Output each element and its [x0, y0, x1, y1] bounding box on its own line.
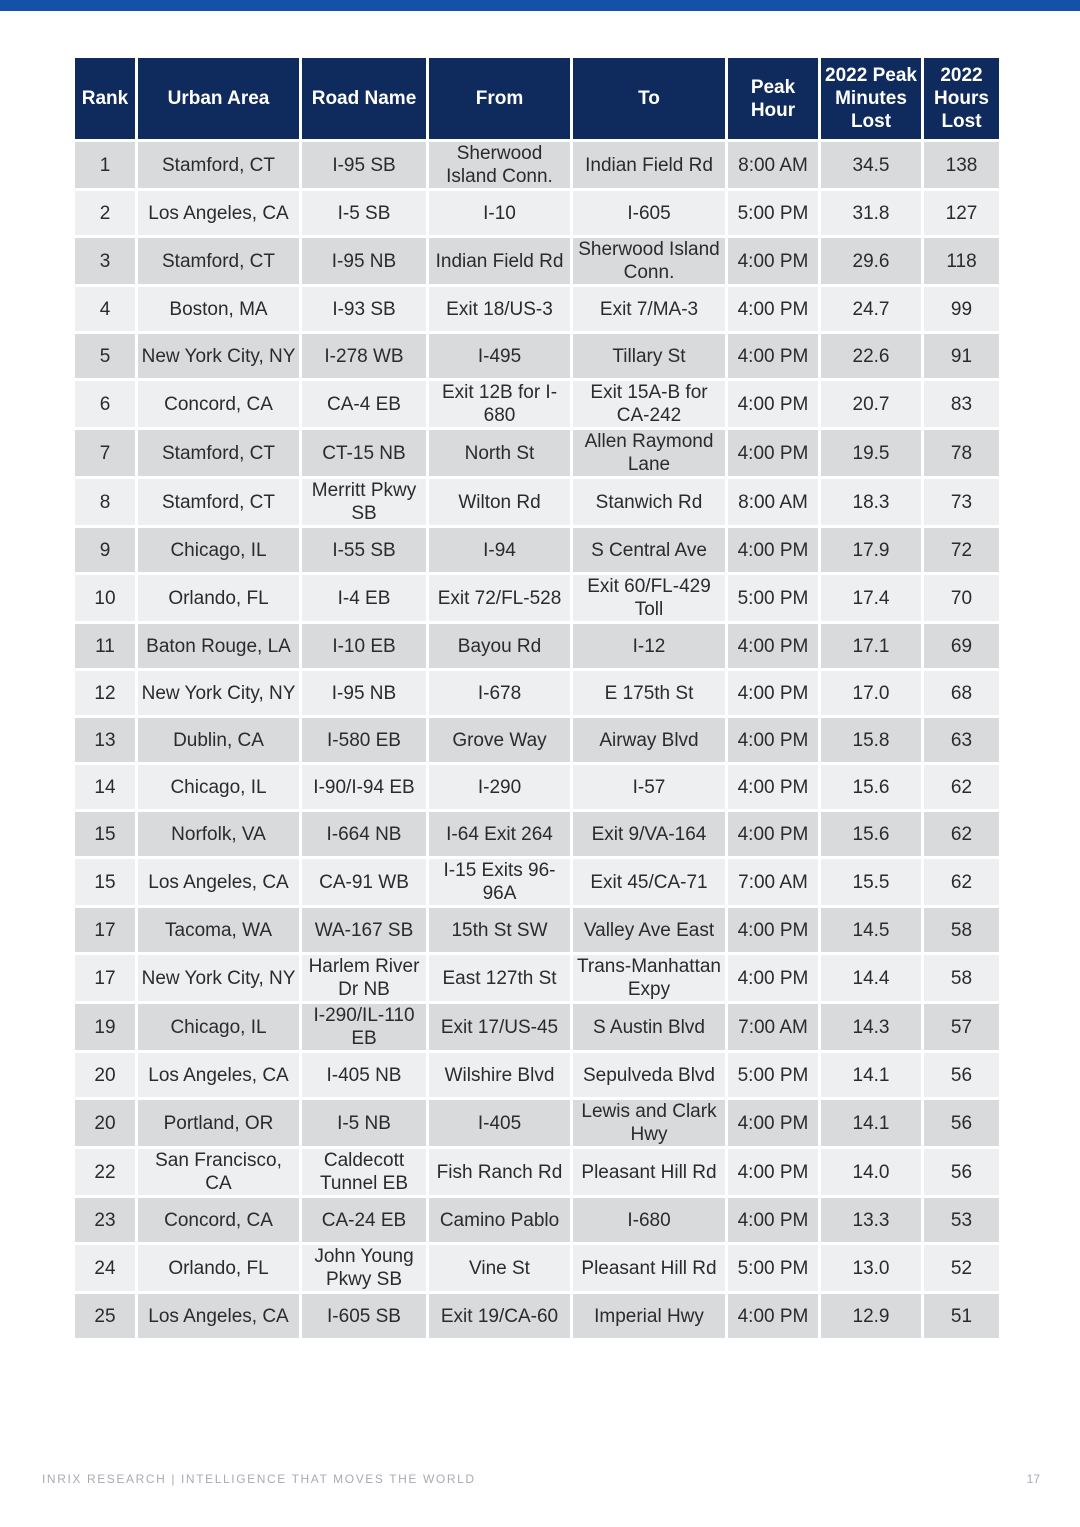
- peak-hour-cell: 5:00 PM: [727, 1052, 820, 1099]
- table-row: [74, 764, 1001, 811]
- road-name-cell: John Young Pkwy SB: [301, 1244, 428, 1293]
- hours-lost-cell: 118: [923, 237, 1001, 286]
- road-name-cell: CA-4 EB: [301, 380, 428, 429]
- hours-lost-cell: 56: [923, 1099, 1001, 1148]
- peak-minutes-cell: 17.1: [820, 623, 923, 670]
- road-name-cell: Harlem River Dr NB: [301, 954, 428, 1003]
- to-cell: Exit 15A-B for CA-242: [572, 380, 727, 429]
- to-cell: I-12: [572, 623, 727, 670]
- peak-hour-cell: 8:00 AM: [727, 478, 820, 527]
- urban-area-cell: Stamford, CT: [137, 141, 301, 190]
- peak-minutes-cell: 20.7: [820, 380, 923, 429]
- rank-cell: 9: [74, 527, 137, 574]
- from-cell: Vine St: [428, 1244, 572, 1293]
- table-row: [74, 811, 1001, 858]
- to-cell: Allen Raymond Lane: [572, 429, 727, 478]
- rank-cell: 1: [74, 141, 137, 190]
- hours-lost-cell: 58: [923, 907, 1001, 954]
- to-cell: Indian Field Rd: [572, 141, 727, 190]
- to-cell: Exit 45/CA-71: [572, 858, 727, 907]
- rank-cell: 4: [74, 286, 137, 333]
- from-cell: Sherwood Island Conn.: [428, 141, 572, 190]
- header-hours-lost: 2022 Hours Lost: [923, 58, 1001, 141]
- urban-area-cell: Stamford, CT: [137, 429, 301, 478]
- hours-lost-cell: 68: [923, 670, 1001, 717]
- road-name-cell: I-95 NB: [301, 237, 428, 286]
- table-row: [74, 858, 1001, 907]
- from-cell: I-10: [428, 190, 572, 237]
- from-cell: Wilshire Blvd: [428, 1052, 572, 1099]
- peak-hour-cell: 7:00 AM: [727, 858, 820, 907]
- to-cell: Pleasant Hill Rd: [572, 1244, 727, 1293]
- urban-area-cell: Concord, CA: [137, 1197, 301, 1244]
- peak-minutes-cell: 15.6: [820, 764, 923, 811]
- urban-area-cell: Chicago, IL: [137, 764, 301, 811]
- rank-cell: 15: [74, 811, 137, 858]
- peak-minutes-cell: 31.8: [820, 190, 923, 237]
- road-name-cell: I-95 NB: [301, 670, 428, 717]
- peak-minutes-cell: 17.0: [820, 670, 923, 717]
- from-cell: Exit 72/FL-528: [428, 574, 572, 623]
- table-row: [74, 954, 1001, 1003]
- to-cell: Sherwood Island Conn.: [572, 237, 727, 286]
- rank-cell: 10: [74, 574, 137, 623]
- urban-area-cell: Orlando, FL: [137, 574, 301, 623]
- to-cell: S Austin Blvd: [572, 1003, 727, 1052]
- peak-hour-cell: 4:00 PM: [727, 717, 820, 764]
- peak-hour-cell: 4:00 PM: [727, 907, 820, 954]
- peak-minutes-cell: 14.3: [820, 1003, 923, 1052]
- to-cell: Valley Ave East: [572, 907, 727, 954]
- hours-lost-cell: 51: [923, 1293, 1001, 1340]
- hours-lost-cell: 63: [923, 717, 1001, 764]
- road-name-cell: I-5 SB: [301, 190, 428, 237]
- rank-cell: 19: [74, 1003, 137, 1052]
- table-row: [74, 333, 1001, 380]
- peak-hour-cell: 4:00 PM: [727, 811, 820, 858]
- rank-cell: 17: [74, 954, 137, 1003]
- hours-lost-cell: 57: [923, 1003, 1001, 1052]
- to-cell: S Central Ave: [572, 527, 727, 574]
- to-cell: Lewis and Clark Hwy: [572, 1099, 727, 1148]
- peak-hour-cell: 4:00 PM: [727, 527, 820, 574]
- to-cell: Stanwich Rd: [572, 478, 727, 527]
- header-to: To: [572, 58, 727, 141]
- urban-area-cell: Los Angeles, CA: [137, 858, 301, 907]
- peak-minutes-cell: 17.9: [820, 527, 923, 574]
- rank-cell: 22: [74, 1148, 137, 1197]
- peak-minutes-cell: 13.0: [820, 1244, 923, 1293]
- table-row: [74, 141, 1001, 190]
- rank-cell: 25: [74, 1293, 137, 1340]
- peak-minutes-cell: 14.1: [820, 1052, 923, 1099]
- to-cell: Exit 60/FL-429 Toll: [572, 574, 727, 623]
- peak-minutes-cell: 24.7: [820, 286, 923, 333]
- peak-hour-cell: 8:00 AM: [727, 141, 820, 190]
- road-name-cell: I-93 SB: [301, 286, 428, 333]
- peak-hour-cell: 4:00 PM: [727, 1197, 820, 1244]
- to-cell: I-680: [572, 1197, 727, 1244]
- table-row: [74, 1003, 1001, 1052]
- hours-lost-cell: 62: [923, 858, 1001, 907]
- congestion-table: [72, 58, 1002, 1341]
- from-cell: Exit 12B for I-680: [428, 380, 572, 429]
- urban-area-cell: Chicago, IL: [137, 527, 301, 574]
- to-cell: Tillary St: [572, 333, 727, 380]
- peak-minutes-cell: 29.6: [820, 237, 923, 286]
- header-peak-hour: Peak Hour: [727, 58, 820, 141]
- peak-hour-cell: 4:00 PM: [727, 237, 820, 286]
- rank-cell: 5: [74, 333, 137, 380]
- to-cell: Airway Blvd: [572, 717, 727, 764]
- road-name-cell: CA-24 EB: [301, 1197, 428, 1244]
- peak-minutes-cell: 17.4: [820, 574, 923, 623]
- table-row: [74, 1052, 1001, 1099]
- urban-area-cell: Los Angeles, CA: [137, 190, 301, 237]
- urban-area-cell: Concord, CA: [137, 380, 301, 429]
- to-cell: Sepulveda Blvd: [572, 1052, 727, 1099]
- road-name-cell: I-605 SB: [301, 1293, 428, 1340]
- urban-area-cell: Los Angeles, CA: [137, 1293, 301, 1340]
- hours-lost-cell: 58: [923, 954, 1001, 1003]
- hours-lost-cell: 72: [923, 527, 1001, 574]
- header-urban-area: Urban Area: [137, 58, 301, 141]
- peak-minutes-cell: 15.8: [820, 717, 923, 764]
- page-number: 17: [1026, 1472, 1040, 1486]
- table-row: [74, 429, 1001, 478]
- header-from: From: [428, 58, 572, 141]
- hours-lost-cell: 52: [923, 1244, 1001, 1293]
- hours-lost-cell: 56: [923, 1052, 1001, 1099]
- hours-lost-cell: 83: [923, 380, 1001, 429]
- peak-minutes-cell: 13.3: [820, 1197, 923, 1244]
- urban-area-cell: Baton Rouge, LA: [137, 623, 301, 670]
- table-row: [74, 478, 1001, 527]
- urban-area-cell: New York City, NY: [137, 954, 301, 1003]
- table-row: [74, 1148, 1001, 1197]
- from-cell: North St: [428, 429, 572, 478]
- road-name-cell: I-55 SB: [301, 527, 428, 574]
- to-cell: Trans-Manhattan Expy: [572, 954, 727, 1003]
- road-name-cell: I-5 NB: [301, 1099, 428, 1148]
- table-row: [74, 1099, 1001, 1148]
- from-cell: 15th St SW: [428, 907, 572, 954]
- peak-hour-cell: 4:00 PM: [727, 429, 820, 478]
- from-cell: Exit 19/CA-60: [428, 1293, 572, 1340]
- peak-hour-cell: 5:00 PM: [727, 574, 820, 623]
- from-cell: Bayou Rd: [428, 623, 572, 670]
- peak-hour-cell: 4:00 PM: [727, 333, 820, 380]
- urban-area-cell: Dublin, CA: [137, 717, 301, 764]
- from-cell: I-94: [428, 527, 572, 574]
- to-cell: Pleasant Hill Rd: [572, 1148, 727, 1197]
- from-cell: Fish Ranch Rd: [428, 1148, 572, 1197]
- table-row: [74, 190, 1001, 237]
- table-row: [74, 527, 1001, 574]
- peak-hour-cell: 4:00 PM: [727, 1148, 820, 1197]
- from-cell: I-678: [428, 670, 572, 717]
- peak-minutes-cell: 14.4: [820, 954, 923, 1003]
- table-row: [74, 1244, 1001, 1293]
- table-row: [74, 286, 1001, 333]
- hours-lost-cell: 138: [923, 141, 1001, 190]
- hours-lost-cell: 99: [923, 286, 1001, 333]
- to-cell: I-57: [572, 764, 727, 811]
- peak-minutes-cell: 18.3: [820, 478, 923, 527]
- header-peak-minutes-lost: 2022 Peak Minutes Lost: [820, 58, 923, 141]
- urban-area-cell: Stamford, CT: [137, 478, 301, 527]
- urban-area-cell: San Francisco, CA: [137, 1148, 301, 1197]
- urban-area-cell: Los Angeles, CA: [137, 1052, 301, 1099]
- footer-tagline: INRIX RESEARCH | INTELLIGENCE THAT MOVES THE WORLD: [42, 1472, 476, 1486]
- from-cell: Camino Pablo: [428, 1197, 572, 1244]
- peak-minutes-cell: 34.5: [820, 141, 923, 190]
- peak-minutes-cell: 14.1: [820, 1099, 923, 1148]
- table-row: [74, 670, 1001, 717]
- rank-cell: 15: [74, 858, 137, 907]
- road-name-cell: I-405 NB: [301, 1052, 428, 1099]
- urban-area-cell: Portland, OR: [137, 1099, 301, 1148]
- road-name-cell: I-278 WB: [301, 333, 428, 380]
- rank-cell: 23: [74, 1197, 137, 1244]
- urban-area-cell: Stamford, CT: [137, 237, 301, 286]
- peak-hour-cell: 4:00 PM: [727, 286, 820, 333]
- rank-cell: 12: [74, 670, 137, 717]
- hours-lost-cell: 127: [923, 190, 1001, 237]
- table-body: [74, 141, 1001, 1340]
- peak-minutes-cell: 12.9: [820, 1293, 923, 1340]
- peak-hour-cell: 4:00 PM: [727, 1293, 820, 1340]
- road-name-cell: I-10 EB: [301, 623, 428, 670]
- rank-cell: 2: [74, 190, 137, 237]
- from-cell: I-405: [428, 1099, 572, 1148]
- from-cell: I-64 Exit 264: [428, 811, 572, 858]
- table-row: [74, 717, 1001, 764]
- to-cell: E 175th St: [572, 670, 727, 717]
- table-row: [74, 1197, 1001, 1244]
- table-row: [74, 574, 1001, 623]
- road-name-cell: I-90/I-94 EB: [301, 764, 428, 811]
- rank-cell: 17: [74, 907, 137, 954]
- rank-cell: 11: [74, 623, 137, 670]
- road-name-cell: Caldecott Tunnel EB: [301, 1148, 428, 1197]
- from-cell: Wilton Rd: [428, 478, 572, 527]
- from-cell: I-15 Exits 96-96A: [428, 858, 572, 907]
- table-header-row: [74, 58, 1001, 141]
- table-row: [74, 907, 1001, 954]
- from-cell: I-495: [428, 333, 572, 380]
- from-cell: I-290: [428, 764, 572, 811]
- road-name-cell: I-95 SB: [301, 141, 428, 190]
- hours-lost-cell: 78: [923, 429, 1001, 478]
- top-accent-bar: [0, 0, 1080, 11]
- table-row: [74, 1293, 1001, 1340]
- to-cell: I-605: [572, 190, 727, 237]
- rank-cell: 24: [74, 1244, 137, 1293]
- road-name-cell: CA-91 WB: [301, 858, 428, 907]
- urban-area-cell: New York City, NY: [137, 670, 301, 717]
- rank-cell: 14: [74, 764, 137, 811]
- peak-hour-cell: 4:00 PM: [727, 623, 820, 670]
- urban-area-cell: Tacoma, WA: [137, 907, 301, 954]
- peak-hour-cell: 4:00 PM: [727, 670, 820, 717]
- road-name-cell: I-4 EB: [301, 574, 428, 623]
- from-cell: East 127th St: [428, 954, 572, 1003]
- road-name-cell: Merritt Pkwy SB: [301, 478, 428, 527]
- from-cell: Indian Field Rd: [428, 237, 572, 286]
- peak-hour-cell: 4:00 PM: [727, 380, 820, 429]
- rank-cell: 7: [74, 429, 137, 478]
- table-row: [74, 380, 1001, 429]
- header-road-name: Road Name: [301, 58, 428, 141]
- peak-hour-cell: 5:00 PM: [727, 190, 820, 237]
- peak-minutes-cell: 15.5: [820, 858, 923, 907]
- peak-hour-cell: 4:00 PM: [727, 764, 820, 811]
- rank-cell: 8: [74, 478, 137, 527]
- peak-minutes-cell: 14.5: [820, 907, 923, 954]
- peak-minutes-cell: 15.6: [820, 811, 923, 858]
- urban-area-cell: Chicago, IL: [137, 1003, 301, 1052]
- hours-lost-cell: 70: [923, 574, 1001, 623]
- to-cell: Exit 9/VA-164: [572, 811, 727, 858]
- hours-lost-cell: 73: [923, 478, 1001, 527]
- header-rank: Rank: [74, 58, 137, 141]
- urban-area-cell: Norfolk, VA: [137, 811, 301, 858]
- peak-hour-cell: 5:00 PM: [727, 1244, 820, 1293]
- table-row: [74, 237, 1001, 286]
- road-name-cell: I-664 NB: [301, 811, 428, 858]
- hours-lost-cell: 91: [923, 333, 1001, 380]
- peak-hour-cell: 4:00 PM: [727, 954, 820, 1003]
- peak-minutes-cell: 22.6: [820, 333, 923, 380]
- hours-lost-cell: 53: [923, 1197, 1001, 1244]
- hours-lost-cell: 62: [923, 811, 1001, 858]
- rank-cell: 20: [74, 1099, 137, 1148]
- hours-lost-cell: 62: [923, 764, 1001, 811]
- rank-cell: 6: [74, 380, 137, 429]
- peak-minutes-cell: 14.0: [820, 1148, 923, 1197]
- to-cell: Imperial Hwy: [572, 1293, 727, 1340]
- road-name-cell: WA-167 SB: [301, 907, 428, 954]
- rank-cell: 13: [74, 717, 137, 764]
- urban-area-cell: Orlando, FL: [137, 1244, 301, 1293]
- urban-area-cell: New York City, NY: [137, 333, 301, 380]
- hours-lost-cell: 69: [923, 623, 1001, 670]
- peak-hour-cell: 4:00 PM: [727, 1099, 820, 1148]
- peak-minutes-cell: 19.5: [820, 429, 923, 478]
- peak-hour-cell: 7:00 AM: [727, 1003, 820, 1052]
- to-cell: Exit 7/MA-3: [572, 286, 727, 333]
- from-cell: Grove Way: [428, 717, 572, 764]
- road-name-cell: I-290/IL-110 EB: [301, 1003, 428, 1052]
- hours-lost-cell: 56: [923, 1148, 1001, 1197]
- road-name-cell: CT-15 NB: [301, 429, 428, 478]
- from-cell: Exit 18/US-3: [428, 286, 572, 333]
- table-row: [74, 623, 1001, 670]
- rank-cell: 3: [74, 237, 137, 286]
- road-name-cell: I-580 EB: [301, 717, 428, 764]
- from-cell: Exit 17/US-45: [428, 1003, 572, 1052]
- rank-cell: 20: [74, 1052, 137, 1099]
- urban-area-cell: Boston, MA: [137, 286, 301, 333]
